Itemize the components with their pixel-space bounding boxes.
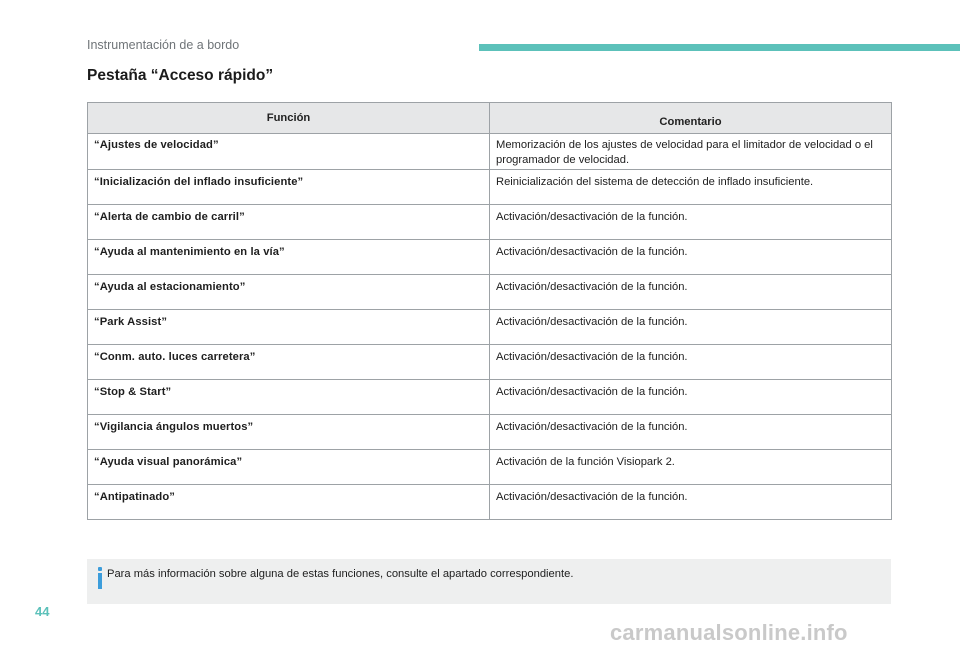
table-row	[88, 310, 892, 345]
function-comment: Activación/desactivación de la función.	[490, 205, 892, 240]
table-row	[88, 205, 892, 240]
info-text: Para más información sobre alguna de estas funciones, consulte el apartado correspondiente.	[107, 568, 574, 580]
function-comment: Activación de la función Visiopark 2.	[490, 450, 892, 485]
table-row	[88, 170, 892, 205]
function-comment: Activación/desactivación de la función.	[490, 415, 892, 450]
info-note	[87, 559, 891, 604]
watermark: carmanualsonline.info	[610, 620, 848, 645]
column-header-funcion: Función	[88, 103, 490, 134]
table-row	[88, 380, 892, 415]
table-header-row	[88, 103, 892, 134]
page-number: 44	[35, 604, 50, 619]
function-comment: Reinicialización del sistema de detección de inflado insuficiente.	[490, 170, 892, 205]
table-row	[88, 450, 892, 485]
function-name: “Vigilancia ángulos muertos”	[88, 415, 490, 450]
function-name: “Stop & Start”	[88, 380, 490, 415]
function-comment: Activación/desactivación de la función.	[490, 310, 892, 345]
function-name: “Ayuda al estacionamiento”	[88, 275, 490, 310]
table-row	[88, 275, 892, 310]
functions-table	[87, 102, 892, 520]
header-accent-bar	[479, 44, 960, 51]
function-name: “Conm. auto. luces carretera”	[88, 345, 490, 380]
function-name: “Ayuda visual panorámica”	[88, 450, 490, 485]
info-icon	[96, 567, 104, 589]
function-comment: Memorización de los ajustes de velocidad para el limitador de velocidad o el programador de velocidad.	[490, 134, 892, 170]
page-title: Pestaña “Acceso rápido”	[87, 67, 274, 84]
function-name: “Antipatinado”	[88, 485, 490, 520]
function-comment: Activación/desactivación de la función.	[490, 345, 892, 380]
function-name: “Ayuda al mantenimiento en la vía”	[88, 240, 490, 275]
table-row	[88, 345, 892, 380]
function-name: “Ajustes de velocidad”	[88, 134, 490, 170]
function-comment: Activación/desactivación de la función.	[490, 240, 892, 275]
column-header-comentario: Comentario	[490, 103, 892, 134]
function-comment: Activación/desactivación de la función.	[490, 380, 892, 415]
table-row	[88, 240, 892, 275]
function-name: “Alerta de cambio de carril”	[88, 205, 490, 240]
function-name: “Inicialización del inflado insuficiente”	[88, 170, 490, 205]
function-name: “Park Assist”	[88, 310, 490, 345]
table-row	[88, 485, 892, 520]
function-comment: Activación/desactivación de la función.	[490, 485, 892, 520]
table-row	[88, 134, 892, 170]
section-label: Instrumentación de a bordo	[87, 38, 240, 52]
function-comment: Activación/desactivación de la función.	[490, 275, 892, 310]
table-row	[88, 415, 892, 450]
